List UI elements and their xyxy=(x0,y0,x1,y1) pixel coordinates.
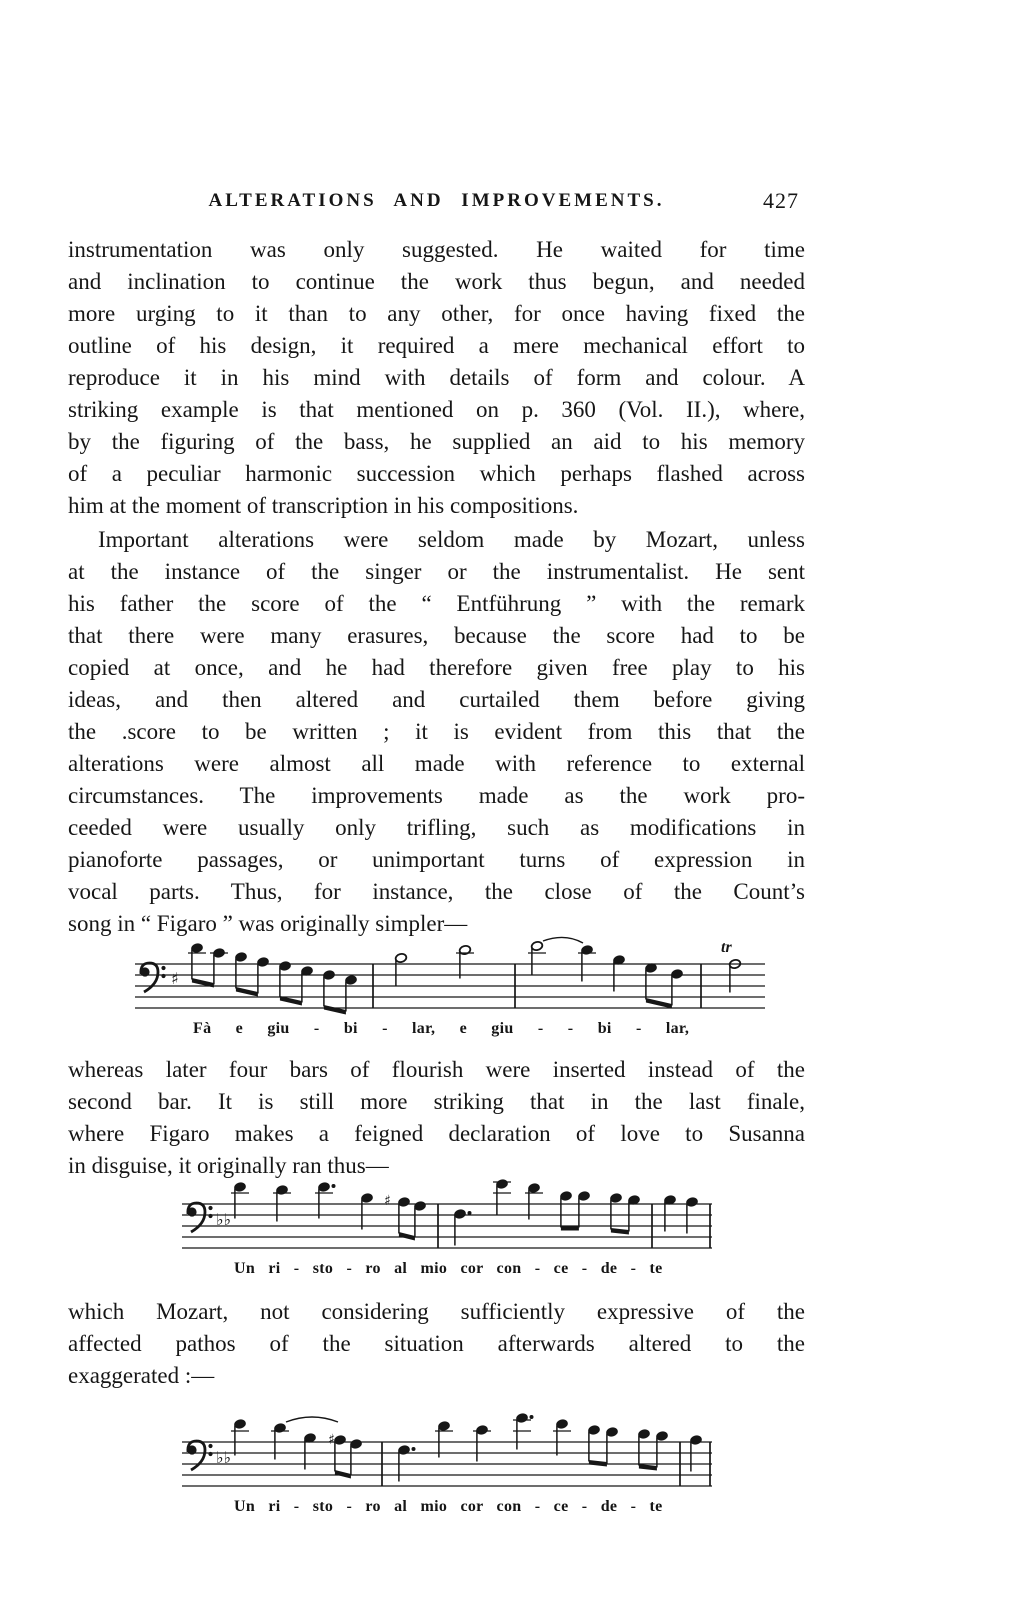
music-excerpt-1 xyxy=(135,938,765,1038)
paragraph-3 xyxy=(68,1054,805,1182)
text-line: of a peculiar harmonic succession which perhaps flashed across xyxy=(68,461,805,486)
staff-notation-1 xyxy=(135,938,765,1022)
text-line: circumstances. The improvements made as the work pro- xyxy=(68,783,805,808)
text-line: exaggerated :— xyxy=(68,1363,215,1388)
text-line: him at the moment of transcription in his compositions. xyxy=(68,493,579,518)
running-head xyxy=(68,190,805,220)
paragraph-2 xyxy=(68,524,805,940)
text-line: more urging to it than to any other, for once having fixed the xyxy=(68,301,805,326)
text-line: that there were many erasures, because the score had to be xyxy=(68,623,805,648)
text-line: in disguise, it originally ran thus— xyxy=(68,1153,389,1178)
text-line: instrumentation was only suggested. He waited for time xyxy=(68,237,805,262)
text-line: his father the score of the “ Entführung ” with the remark xyxy=(68,591,805,616)
text-line: Important alterations were seldom made by Mozart, unless xyxy=(98,527,805,552)
staff-notation-2 xyxy=(182,1178,712,1262)
text-line: vocal parts. Thus, for instance, the close of the Count’s xyxy=(68,879,805,904)
text-line: by the figuring of the bass, he supplied an aid to his memory xyxy=(68,429,805,454)
notes xyxy=(182,1179,712,1248)
svg-text:♯: ♯ xyxy=(328,1432,335,1448)
page-title: ALTERATIONS AND IMPROVEMENTS. xyxy=(208,190,665,211)
music-excerpt-2 xyxy=(182,1178,712,1278)
key-signature: ♯ xyxy=(171,969,179,988)
text-line: where Figaro makes a feigned declaration of love to Susanna xyxy=(68,1121,805,1146)
music-excerpt-3 xyxy=(182,1416,712,1516)
text-line: copied at once, and he had therefore given free play to his xyxy=(68,655,805,680)
text-line: which Mozart, not considering sufficiently expressive of the xyxy=(68,1299,805,1324)
text-line: reproduce it in his mind with details of form and colour. A xyxy=(68,365,805,390)
text-line: whereas later four bars of flourish were inserted instead of the xyxy=(68,1057,805,1082)
lyrics-line: Un ri - sto - ro al mio cor con - ce - de - te xyxy=(234,1260,663,1277)
paragraph-4 xyxy=(68,1296,805,1392)
text-line: song in “ Figaro ” was originally simpler— xyxy=(68,911,468,936)
svg-text:♯: ♯ xyxy=(384,1193,391,1209)
text-line: striking example is that mentioned on p. 360 (Vol. II.), where, xyxy=(68,397,805,422)
text-line: alterations were almost all made with reference to external xyxy=(68,751,805,776)
bass-clef-icon xyxy=(187,1441,212,1470)
text-line: and inclination to continue the work thus begun, and needed xyxy=(68,269,805,294)
trill-ornament: tr xyxy=(721,939,732,956)
staff-notation-3 xyxy=(182,1416,712,1500)
text-line: second bar. It is still more striking that in the last finale, xyxy=(68,1089,805,1114)
key-signature: ♭♭ xyxy=(216,1448,232,1467)
key-signature: ♭♭ xyxy=(216,1210,232,1229)
text-line: ceeded were usually only trifling, such as modifications in xyxy=(68,815,805,840)
bass-clef-icon xyxy=(187,1203,212,1232)
text-line: ideas, and then altered and curtailed them before giving xyxy=(68,687,805,712)
text-line: affected pathos of the situation afterwards altered to the xyxy=(68,1331,805,1356)
text-line: the .score to be written ; it is evident from this that the xyxy=(68,719,805,744)
lyrics-line: Un ri - sto - ro al mio cor con - ce - de - te xyxy=(234,1498,663,1515)
paragraph-1 xyxy=(68,234,805,522)
notes xyxy=(135,937,765,1014)
page-number: 427 xyxy=(763,188,799,213)
notes xyxy=(182,1413,712,1486)
text-line: outline of his design, it required a mere mechanical effort to xyxy=(68,333,805,358)
text-line: at the instance of the singer or the instrumentalist. He sent xyxy=(68,559,805,584)
lyrics-line: Fà e giu - bi - lar, e giu - - bi - lar, xyxy=(193,1020,690,1037)
bass-clef-icon xyxy=(140,963,165,992)
text-line: pianoforte passages, or unimportant turns of expression in xyxy=(68,847,805,872)
